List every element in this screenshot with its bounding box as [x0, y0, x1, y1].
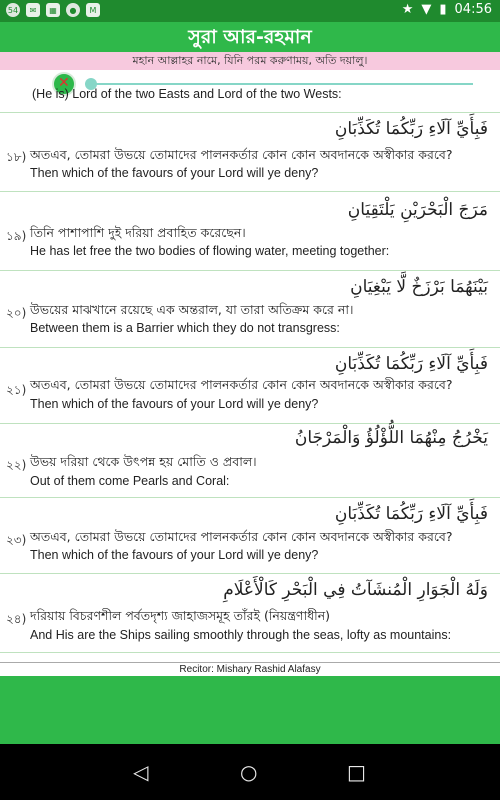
verse-english-text: And His are the Ships sailing smoothly through the seas, lofty as mountains:: [30, 628, 452, 642]
verse-number: ১৮): [6, 150, 27, 164]
clock: 04:56: [454, 2, 492, 17]
list-item[interactable]: [0, 498, 500, 574]
verse-number: ১৯): [6, 229, 27, 243]
navigation-bar: [0, 744, 500, 800]
chat-bubble-icon: ●: [66, 3, 80, 17]
verse-arabic-text: يَخْرُجُ مِنْهُمَا اللُّؤْلُؤُ وَالْمَرْجَانُ: [294, 428, 488, 448]
verse-number: ২১): [6, 383, 27, 397]
verse-bengali-text: অতএব, তোমরা উভয়ে তোমাদের পালনকর্তার কোন কোন অবদানকে অস্বীকার করবে?: [30, 147, 453, 162]
seek-bar[interactable]: [88, 83, 473, 85]
bismillah-banner: মহান আল্লাহর নামে, যিনি পরম করুণাময়, অতি দয়ালু।: [0, 52, 500, 70]
verse-list[interactable]: [0, 87, 500, 662]
wifi-icon: ▼: [421, 2, 432, 17]
recents-icon[interactable]: □: [347, 760, 366, 784]
list-item[interactable]: [0, 574, 500, 653]
list-item[interactable]: [0, 192, 500, 271]
verse-english-text: Then which of the favours of your Lord will ye deny?: [30, 397, 319, 411]
verse-number: ২২): [6, 458, 27, 472]
verse-bengali-text: তিনি পাশাপাশি দুই দরিয়া প্রবাহিত করেছেন।: [30, 225, 246, 240]
back-icon[interactable]: ◁: [133, 760, 149, 784]
star-icon: ★: [401, 2, 414, 17]
mail-icon: M: [86, 3, 100, 17]
verse-english-text: He has let free the two bodies of flowing water, meeting together:: [30, 244, 390, 258]
chat-icon: ✉: [26, 3, 40, 17]
verse-english-text: (He is) Lord of the two Easts and Lord of the two Wests:: [32, 87, 342, 101]
list-item[interactable]: [0, 424, 500, 498]
notification-badge-icon: 54: [6, 3, 20, 17]
verse-arabic-text: فَبِأَيِّ آلَاءِ رَبِّكُمَا تُكَذِّبَانِ: [334, 504, 488, 524]
home-icon[interactable]: ○: [240, 760, 258, 784]
verse-bengali-text: অতএব, তোমরা উভয়ে তোমাদের পালনকর্তার কোন কোন অবদানকে অস্বীকার করবে?: [30, 377, 453, 392]
bottom-panel: [0, 676, 500, 744]
reciter-label: Recitor: Mishary Rashid Alafasy: [0, 662, 500, 677]
list-item: [0, 87, 500, 113]
page-title: সুরা আর-রহমান: [0, 22, 500, 52]
verse-bengali-text: দরিয়ায় বিচরণশীল পর্বতদৃশ্য জাহাজসমূহ তাঁরই (নিয়ন্ত্রণাধীন): [30, 608, 331, 623]
status-bar: [0, 0, 500, 22]
verse-english-text: Then which of the favours of your Lord will ye deny?: [30, 166, 319, 180]
battery-icon: ▮: [439, 2, 447, 17]
verse-bengali-text: অতএব, তোমরা উভয়ে তোমাদের পালনকর্তার কোন কোন অবদানকে অস্বীকার করবে?: [30, 529, 453, 544]
verse-english-text: Then which of the favours of your Lord will ye deny?: [30, 548, 319, 562]
verse-bengali-text: উভয়ের মাঝখানে রয়েছে এক অন্তরাল, যা তারা অতিক্রম করে না।: [30, 302, 354, 317]
verse-number: ২৩): [6, 533, 27, 547]
verse-bengali-text: উভয় দরিয়া থেকে উৎপন্ন হয় মোতি ও প্রবাল।: [30, 454, 257, 469]
image-icon: ▦: [46, 3, 60, 17]
verse-english-text: Out of them come Pearls and Coral:: [30, 474, 230, 488]
verse-arabic-text: وَلَهُ الْجَوَارِ الْمُنشَآتُ فِي الْبَحْرِ كَالْأَعْلَامِ: [223, 580, 488, 600]
verse-arabic-text: مَرَجَ الْبَحْرَيْنِ يَلْتَقِيَانِ: [347, 200, 488, 220]
verse-arabic-text: فَبِأَيِّ آلَاءِ رَبِّكُمَا تُكَذِّبَانِ: [334, 119, 488, 139]
verse-english-text: Between them is a Barrier which they do not transgress:: [30, 321, 340, 335]
verse-number: ২০): [6, 306, 27, 320]
verse-number: ২৪): [6, 612, 27, 626]
list-item[interactable]: [0, 113, 500, 192]
list-item[interactable]: [0, 271, 500, 348]
verse-arabic-text: فَبِأَيِّ آلَاءِ رَبِّكُمَا تُكَذِّبَانِ: [334, 354, 488, 374]
list-item[interactable]: [0, 348, 500, 424]
verse-arabic-text: بَيْنَهُمَا بَرْزَخٌ لَّا يَبْغِيَانِ: [350, 277, 488, 297]
